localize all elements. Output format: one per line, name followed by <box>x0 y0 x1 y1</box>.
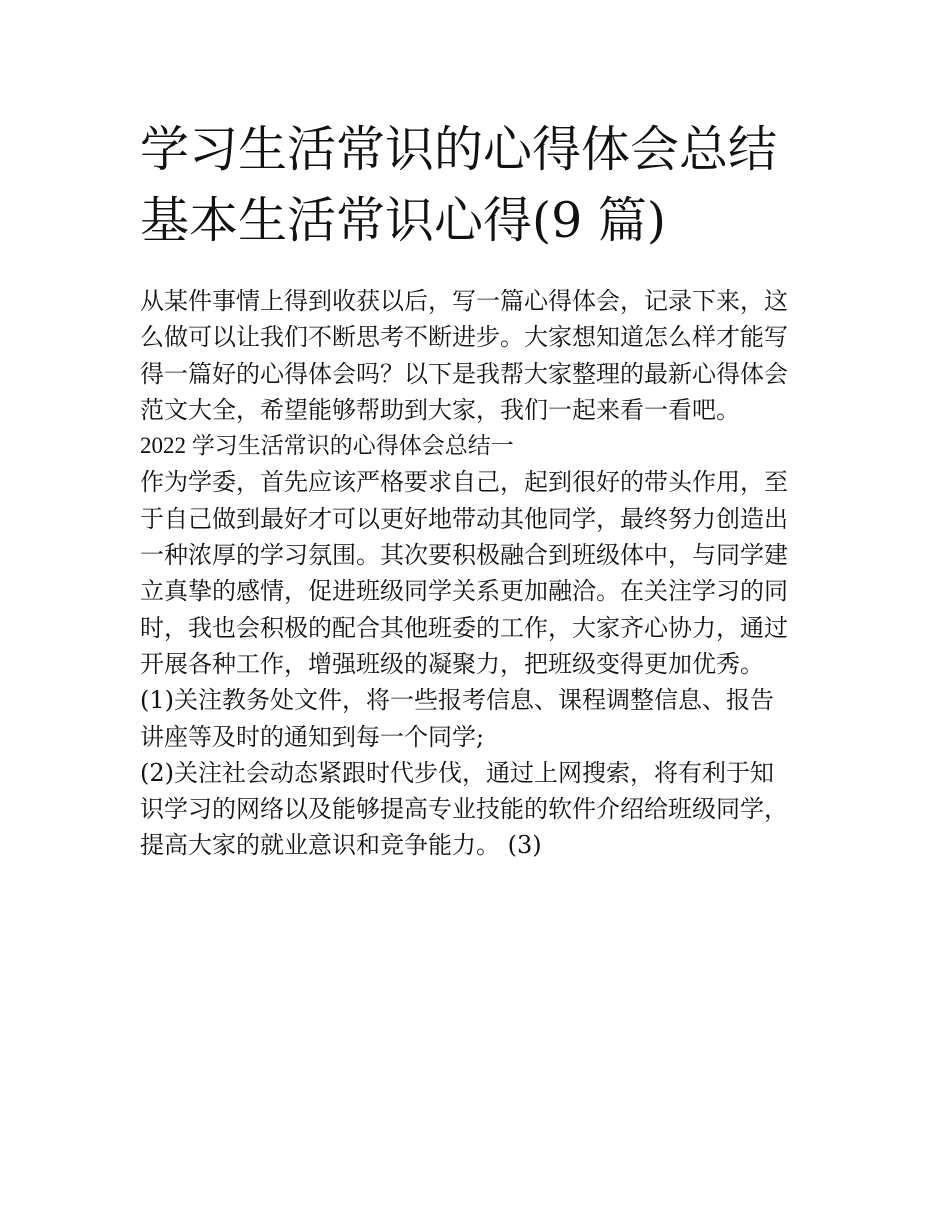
document-body <box>140 283 830 864</box>
text-line: 讲座等及时的通知到每一个同学; <box>140 722 485 751</box>
text-line: 开展各种工作，增强班级的凝聚力，把班级变得更加优秀。 <box>140 649 764 678</box>
text-line: (1)关注教务处文件，将一些报考信息、课程调整信息、报告 <box>140 686 774 715</box>
body-paragraph <box>140 464 830 682</box>
text-line: 时，我也会积极的配合其他班委的工作，大家齐心协力，通过 <box>140 613 788 642</box>
title-line: 基本生活常识心得(9 篇) <box>140 192 666 249</box>
list-item <box>140 755 830 864</box>
text-line: 范文大全，希望能够帮助到大家，我们一起来看一看吧。 <box>140 395 740 424</box>
section-heading: 2022 学习生活常识的心得体会总结一 <box>140 433 514 459</box>
intro-paragraph <box>140 283 830 428</box>
list-item <box>140 682 830 755</box>
text-line: 一种浓厚的学习氛围。其次要积极融合到班级体中，与同学建 <box>140 541 788 570</box>
text-line: 识学习的网络以及能够提高专业技能的软件介绍给班级同学， <box>140 795 788 824</box>
text-line: 于自己做到最好才可以更好地带动其他同学，最终努力创造出 <box>140 504 788 533</box>
text-line: 从某件事情上得到收获以后，写一篇心得体会，记录下来，这 <box>140 287 788 315</box>
document-title <box>140 114 840 256</box>
text-line: 提高大家的就业意识和竞争能力。 (3) <box>140 831 542 860</box>
text-line: 么做可以让我们不断思考不断进步。大家想知道怎么样才能写 <box>140 323 788 352</box>
text-line: 立真挚的感情，促进班级同学关系更加融洽。在关注学习的同 <box>140 577 788 606</box>
text-line: (2)关注社会动态紧跟时代步伐，通过上网搜索，将有利于知 <box>140 758 774 787</box>
text-line: 作为学委，首先应该严格要求自己，起到很好的带头作用，至 <box>140 468 788 497</box>
text-line: 得一篇好的心得体会吗？以下是我帮大家整理的最新心得体会 <box>140 359 788 388</box>
title-line: 学习生活常识的心得体会总结 <box>140 121 778 178</box>
